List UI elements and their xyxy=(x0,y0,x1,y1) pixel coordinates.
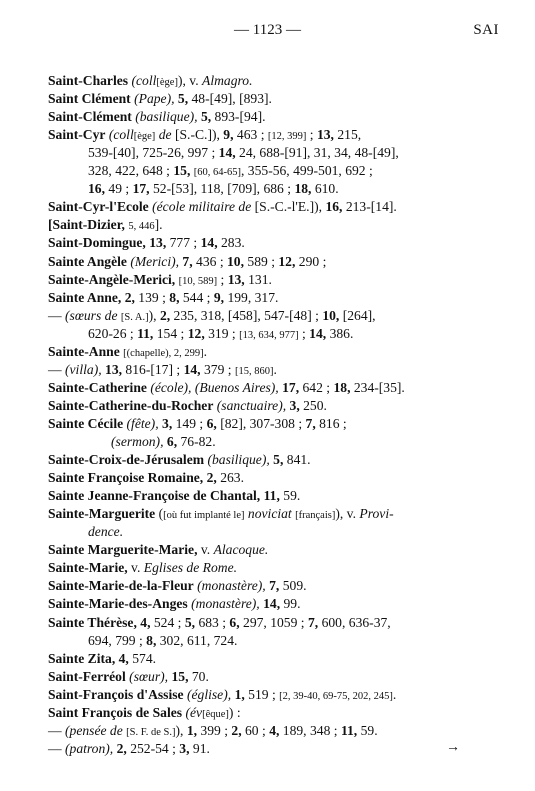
index-small-text: [(chapelle), 2, 299] xyxy=(123,347,204,359)
index-heading-text: 15, xyxy=(171,668,189,684)
index-text: 59. xyxy=(357,722,378,738)
index-heading-text: 7, xyxy=(307,614,319,630)
index-heading-text: 1, xyxy=(186,722,198,738)
index-heading-text: 4, xyxy=(118,650,129,666)
index-text: 99. xyxy=(280,596,301,612)
index-small-text: [10, 589] xyxy=(178,275,218,287)
index-heading-text: 2, xyxy=(159,307,171,323)
index-italic-text: (monastère), xyxy=(197,578,266,594)
page-number: — 1123 — xyxy=(234,22,301,38)
index-line xyxy=(48,253,326,271)
index-heading-text: Sainte Cécile xyxy=(48,415,124,431)
index-heading-text: Sainte-Marie, xyxy=(48,560,128,576)
index-heading-text: 2, xyxy=(206,470,217,486)
index-text: . xyxy=(203,343,208,359)
index-line xyxy=(111,433,216,451)
index-heading-text: 14, xyxy=(218,145,236,161)
index-heading-text: Sainte-Catherine-du-Rocher xyxy=(48,397,214,413)
index-text: . xyxy=(273,361,277,377)
index-text: v. xyxy=(127,560,144,576)
index-text: ), v. xyxy=(335,506,360,522)
index-italic-text: (sœur), xyxy=(129,668,169,684)
index-text: ), v. xyxy=(177,73,203,88)
index-text: 59. xyxy=(279,488,301,504)
index-text: 509. xyxy=(279,578,307,594)
index-heading-text: 4, xyxy=(140,614,151,630)
index-italic-text: (monastère), xyxy=(191,596,260,612)
index-small-text: [ège] xyxy=(133,131,156,143)
index-small-text: [2, 39-40, 69-75, 202, 245] xyxy=(279,690,393,702)
index-heading-text: 2, xyxy=(116,740,127,756)
index-text: 816-[17] ; xyxy=(122,361,184,377)
index-heading-text: 13, xyxy=(227,271,245,287)
index-heading-text: [Saint-Dizier, xyxy=(48,217,125,233)
index-small-text: [S. A.] xyxy=(120,311,149,323)
index-heading-text: 7, xyxy=(269,578,280,594)
index-text: 70. xyxy=(188,668,209,684)
index-heading-text: 5, xyxy=(177,91,189,107)
index-heading-text: 5, xyxy=(273,452,284,468)
index-heading-text: 17, xyxy=(132,181,150,197)
index-text: 297, 1059 ; xyxy=(239,614,308,630)
index-line xyxy=(48,704,241,724)
index-italic-text: de xyxy=(158,127,172,143)
index-heading-text: 13, xyxy=(316,127,334,143)
index-heading-text: 15, xyxy=(173,163,191,179)
index-text: [264], xyxy=(339,307,376,323)
index-line xyxy=(48,108,266,126)
index-text: . xyxy=(392,686,397,702)
index-text: 642 ; xyxy=(299,379,334,395)
index-text: 215, xyxy=(333,127,362,143)
index-text: 60 ; xyxy=(241,722,270,738)
index-italic-text: (Merici), xyxy=(130,253,180,269)
index-small-text: [où fut implanté le] xyxy=(163,510,245,522)
index-text: v. xyxy=(197,542,214,558)
index-heading-text: Sainte-Marie-de-la-Fleur xyxy=(48,578,194,594)
index-text: 544 ; xyxy=(179,289,214,305)
index-text: ; xyxy=(306,127,317,143)
index-heading-text: Sainte Anne, xyxy=(48,289,122,305)
index-heading-text: Sainte Thérèse, xyxy=(48,614,137,630)
index-text: , 355-56, 499-501, 692 ; xyxy=(241,163,373,179)
index-heading-text: 3, xyxy=(162,415,173,431)
index-text: 589 ; xyxy=(244,253,279,269)
index-text: 131. xyxy=(244,271,272,287)
index-text: 154 ; xyxy=(153,325,188,341)
index-text: 574. xyxy=(128,650,157,666)
index-heading-text: 7, xyxy=(182,253,193,269)
index-heading-text: Saint-Clément xyxy=(48,109,132,125)
index-text: 463 ; xyxy=(233,127,268,143)
index-italic-text: Alacoque. xyxy=(213,542,269,558)
index-line xyxy=(48,595,301,613)
index-line xyxy=(48,722,378,742)
index-italic-text: (église), xyxy=(186,686,232,702)
index-text: — xyxy=(48,722,65,738)
index-text: 213-[14]. xyxy=(342,199,397,215)
index-italic-text: (fête), xyxy=(126,415,159,431)
index-heading-text: Sainte-Marie-des-Anges xyxy=(48,596,188,612)
index-heading-text: 10, xyxy=(227,253,244,269)
index-text: 24, 688-[91], 31, 34, 48-[49], xyxy=(235,145,399,161)
index-heading-text: 2, xyxy=(231,722,242,738)
index-small-text: 5, 446 xyxy=(128,221,155,233)
index-heading-text: 2, xyxy=(124,289,135,305)
index-text: 52-[53], 118, [709], 686 ; xyxy=(149,181,295,197)
index-text: ]. xyxy=(154,217,163,233)
index-text: 283. xyxy=(217,235,245,251)
index-text: ; xyxy=(298,325,310,341)
index-line xyxy=(88,144,399,162)
index-heading-text: 5, xyxy=(184,614,196,630)
index-italic-text: (coll xyxy=(131,73,157,88)
index-line xyxy=(48,650,156,668)
index-line xyxy=(48,668,209,686)
index-line xyxy=(48,740,210,758)
index-line xyxy=(48,559,237,577)
index-italic-text: (pensée de xyxy=(65,722,123,738)
index-text: 893-[94]. xyxy=(211,109,266,125)
index-heading-text: 17, xyxy=(282,379,300,395)
index-heading-text: 9, xyxy=(223,127,234,143)
index-text: 524 ; xyxy=(150,614,185,630)
index-text: 539-[40], 725-26, 997 ; xyxy=(88,145,219,161)
index-text: 386. xyxy=(326,325,354,341)
running-head: SAI xyxy=(473,22,499,38)
index-line xyxy=(88,523,123,541)
index-text: 48-[49], [893]. xyxy=(188,91,272,107)
index-text: 683 ; xyxy=(195,614,230,630)
index-text: 436 ; xyxy=(192,253,227,269)
index-heading-text: 14, xyxy=(183,361,201,377)
index-small-text: [60, 64-65] xyxy=(193,167,241,179)
index-italic-text: (basilique), xyxy=(135,109,198,125)
index-text: [S.-C.]), xyxy=(171,127,224,143)
index-line xyxy=(88,180,339,198)
index-text: 189, 348 ; xyxy=(279,722,341,738)
index-italic-text: (Pape), xyxy=(134,91,175,107)
index-heading-text: Saint Clément xyxy=(48,91,131,107)
index-line xyxy=(48,505,394,525)
index-text: ), xyxy=(175,722,187,738)
index-line xyxy=(48,90,272,108)
index-heading-text: Sainte Marguerite-Marie, xyxy=(48,542,198,558)
index-heading-text: Saint-Cyr-l'Ecole xyxy=(48,199,149,215)
index-heading-text: 16, xyxy=(88,181,105,197)
index-text: 250. xyxy=(299,397,327,413)
index-italic-text: (villa), xyxy=(65,361,102,377)
index-text: ; xyxy=(217,271,228,287)
index-line xyxy=(48,361,277,381)
index-heading-text: 3, xyxy=(289,397,300,413)
index-line xyxy=(48,487,300,505)
index-text: 252-54 ; xyxy=(126,740,180,756)
index-text: ) : xyxy=(228,704,241,720)
index-line xyxy=(48,397,327,415)
index-heading-text: Sainte Zita, xyxy=(48,650,116,666)
index-text: 199, 317. xyxy=(224,289,279,305)
index-heading-text: 3, xyxy=(179,740,190,756)
index-small-text: [êque] xyxy=(202,708,229,720)
index-line xyxy=(48,541,268,559)
index-text: — xyxy=(48,307,65,323)
index-italic-text: Almagro. xyxy=(202,73,253,88)
index-italic-text: (sœurs de xyxy=(65,307,118,323)
index-line xyxy=(88,325,353,345)
index-small-text: [15, 860] xyxy=(234,365,274,377)
index-line xyxy=(88,162,373,182)
index-text: 302, 611, 724. xyxy=(156,632,238,648)
index-text: 328, 422, 648 ; xyxy=(88,163,174,179)
index-line xyxy=(48,614,391,632)
index-italic-text: Provi- xyxy=(359,506,394,522)
index-text: — xyxy=(48,740,65,756)
index-small-text: [français] xyxy=(295,510,336,522)
index-heading-text: 14, xyxy=(200,235,218,251)
index-text: 816 ; xyxy=(315,415,347,431)
index-small-text: [ège] xyxy=(156,77,178,88)
index-heading-text: 9, xyxy=(213,289,225,305)
index-line xyxy=(48,234,245,252)
index-italic-text: (patron), xyxy=(65,740,114,756)
index-line xyxy=(48,451,311,469)
index-text: 149 ; xyxy=(172,415,207,431)
index-text: [S.-C.-l'E.]), xyxy=(251,199,326,215)
index-heading-text: Saint François de Sales xyxy=(48,704,183,720)
index-line xyxy=(48,198,397,216)
index-heading-text: Sainte-Anne xyxy=(48,343,120,359)
index-heading-text: 8, xyxy=(146,632,157,648)
index-text: 379 ; xyxy=(200,361,235,377)
index-heading-text: 11, xyxy=(263,488,280,504)
index-heading-text: 6, xyxy=(206,415,217,431)
index-heading-text: Sainte-Marguerite xyxy=(48,506,156,522)
index-heading-text: Sainte-Catherine xyxy=(48,379,147,395)
index-italic-text: (sanctuaire), xyxy=(216,397,287,413)
index-text: 519 ; xyxy=(244,686,280,702)
index-heading-text: 13, xyxy=(105,361,123,377)
index-heading-text: Saint-Cyr xyxy=(48,127,106,143)
index-heading-text: 12, xyxy=(278,253,296,269)
index-line xyxy=(48,307,376,327)
index-text: 319 ; xyxy=(204,325,240,341)
index-text: ), xyxy=(148,307,160,323)
index-text: — xyxy=(48,361,65,377)
index-heading-text: 18, xyxy=(333,379,351,395)
index-text: 399 ; xyxy=(197,722,232,738)
index-text: 600, 636-37, xyxy=(318,614,391,630)
index-heading-text: 10, xyxy=(322,307,340,323)
index-heading-text: Sainte Angèle xyxy=(48,253,127,269)
index-line xyxy=(48,289,278,307)
index-heading-text: Sainte Jeanne-Françoise de Chantal, xyxy=(48,488,261,504)
index-heading-text: 11, xyxy=(137,325,154,341)
index-heading-text: Saint-Charles xyxy=(48,73,129,88)
index-heading-text: Sainte-Croix-de-Jérusalem xyxy=(48,452,205,468)
index-heading-text: Saint-Domingue, xyxy=(48,235,146,251)
index-line xyxy=(48,469,244,487)
index-line xyxy=(48,343,207,363)
index-italic-text: (école), xyxy=(150,379,192,395)
index-heading-text: 18, xyxy=(294,181,312,197)
index-italic-text: (coll xyxy=(108,127,134,143)
index-italic-text: dence. xyxy=(88,524,124,540)
index-text: 290 ; xyxy=(295,253,327,269)
index-line xyxy=(48,577,307,595)
index-text: 91. xyxy=(189,740,210,756)
index-heading-text: Saint-François d'Assise xyxy=(48,686,184,702)
index-line xyxy=(48,379,405,397)
index-text: 139 ; xyxy=(134,289,170,305)
index-heading-text: 1, xyxy=(234,686,245,702)
index-italic-text: (basilique), xyxy=(207,452,270,468)
index-line xyxy=(48,271,272,291)
index-heading-text: 6, xyxy=(166,434,178,449)
index-text: [82], 307-308 ; xyxy=(216,415,306,431)
index-line xyxy=(48,216,163,236)
index-heading-text: 12, xyxy=(187,325,205,341)
index-heading-text: 5, xyxy=(200,109,212,125)
index-heading-text: 11, xyxy=(340,722,358,738)
index-italic-text: Eglises de Rome. xyxy=(143,560,238,576)
index-line xyxy=(48,72,253,92)
index-heading-text: 13, xyxy=(149,235,167,251)
index-line xyxy=(48,686,396,706)
index-line xyxy=(48,415,347,433)
index-heading-text: 14, xyxy=(263,596,281,612)
index-heading-text: 16, xyxy=(325,199,343,215)
index-italic-text: noviciat xyxy=(247,506,292,522)
index-heading-text: 6, xyxy=(229,614,240,630)
index-heading-text: Sainte-Angèle-Merici, xyxy=(48,271,176,287)
index-text: 76-82. xyxy=(177,434,216,449)
index-text: ( xyxy=(155,506,164,522)
index-small-text: [12, 399] xyxy=(267,131,307,143)
index-line xyxy=(88,632,237,650)
index-heading-text: Sainte Françoise Romaine, xyxy=(48,470,204,486)
index-text: 49 ; xyxy=(105,181,133,197)
index-italic-text: (école militaire de xyxy=(152,199,252,215)
index-heading-text: Saint-Ferréol xyxy=(48,668,126,684)
index-italic-text: (sermon), xyxy=(111,434,164,449)
index-text: 841. xyxy=(283,452,311,468)
index-heading-text: 14, xyxy=(309,325,327,341)
index-text: 235, 318, [458], 547-[48] ; xyxy=(170,307,323,323)
index-text: 620-26 ; xyxy=(88,325,138,341)
index-heading-text: 7, xyxy=(305,415,316,431)
index-italic-text: (Buenos Aires), xyxy=(194,379,279,395)
index-text: 610. xyxy=(311,181,339,197)
continue-arrow-icon: → xyxy=(446,739,460,755)
index-text: 234-[35]. xyxy=(350,379,405,395)
index-small-text: [13, 634, 977] xyxy=(239,329,299,341)
index-text: 777 ; xyxy=(166,235,201,251)
index-heading-text: 4, xyxy=(269,722,280,738)
index-text: 694, 799 ; xyxy=(88,632,147,648)
index-heading-text: 8, xyxy=(169,289,180,305)
index-small-text: [S. F. de S.] xyxy=(126,726,176,738)
index-text: 263. xyxy=(216,470,244,486)
index-line xyxy=(48,126,361,146)
index-italic-text: (év xyxy=(185,704,203,720)
